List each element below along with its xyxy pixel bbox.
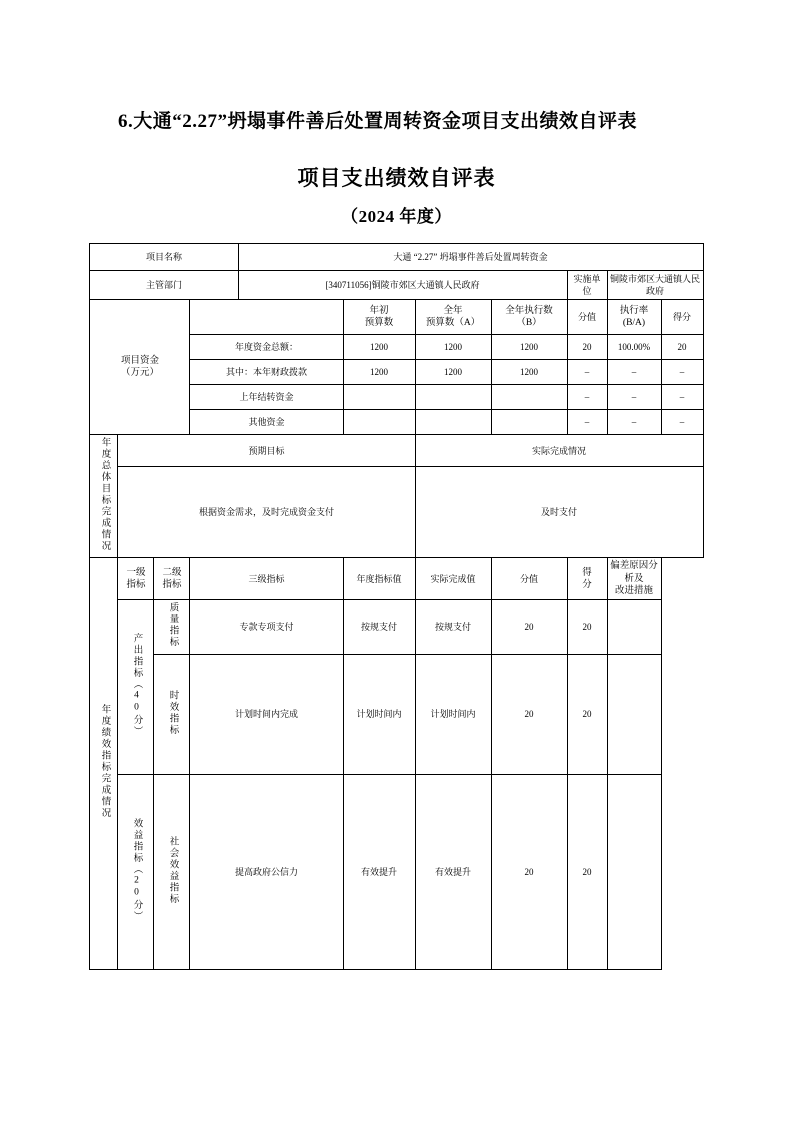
- fund-row-score-value: –: [567, 360, 607, 385]
- fund-row-score: –: [661, 385, 703, 410]
- level1-benefit-text: 效益指标（20分）: [131, 817, 142, 923]
- level1-benefit-indicator: [118, 774, 154, 969]
- indicator-side-text: 年度绩效指标完成情况: [99, 704, 110, 820]
- indicator-score-value: 20: [491, 654, 567, 774]
- level2-timeliness-text: 时效指标: [167, 689, 178, 736]
- fund-row-year-begin: 1200: [343, 360, 415, 385]
- indicator-score-value: 20: [491, 600, 567, 654]
- actual-value: 有效提升: [415, 774, 491, 969]
- table-row: [90, 774, 703, 969]
- col-year-total-line1: 全年: [443, 305, 463, 316]
- fund-row-score-value: –: [567, 410, 607, 435]
- performance-self-evaluation-table: [89, 243, 703, 970]
- year-target-value: 按规支付: [343, 600, 415, 654]
- table-row: [90, 654, 703, 774]
- deviation-analysis: [607, 600, 661, 654]
- level3-indicator: 专款专项支付: [190, 600, 343, 654]
- col-year-total-header: [415, 300, 491, 335]
- fund-row-year-total: 1200: [415, 335, 491, 360]
- actual-result-header: 实际完成情况: [415, 435, 703, 467]
- table-row: [90, 244, 703, 271]
- fund-row-year-exec: [491, 385, 567, 410]
- table-row: [90, 300, 703, 335]
- col-exec-rate-line2: (B/A): [622, 318, 646, 329]
- col-level1-line2: 指标: [126, 579, 146, 590]
- col-deviation-line1: 偏差原因分析及: [610, 561, 658, 584]
- fund-row-score: –: [661, 360, 703, 385]
- department-label: 主管部门: [90, 271, 238, 300]
- funds-unit-text: （万元）: [120, 368, 159, 379]
- department-value: [340711056]铜陵市郊区大通镇人民政府: [238, 271, 567, 300]
- page-subtitle: （2024 年度）: [341, 207, 452, 226]
- indicator-score-value: 20: [491, 774, 567, 969]
- level2-quality-text: 质量指标: [167, 602, 178, 649]
- page-title: 项目支出绩效自评表: [297, 166, 496, 190]
- table-row: [90, 558, 703, 600]
- col-year-total-line2: 预算数（A）: [425, 318, 481, 329]
- indicator-score: 20: [567, 600, 607, 654]
- col-deviation-line2: 改进措施: [614, 586, 653, 597]
- col-score-header: 得分: [661, 300, 703, 335]
- fund-row-label: 上年结转资金: [190, 385, 343, 410]
- fund-row-year-begin: 1200: [343, 335, 415, 360]
- col-level3-header: 三级指标: [190, 558, 343, 600]
- project-name-value: 大通 “2.27” 坍塌事件善后处置周转资金: [238, 244, 703, 271]
- annual-goal-side-text: 年度总体目标完成情况: [99, 437, 110, 553]
- col-year-target-header: 年度指标值: [343, 558, 415, 600]
- level2-indicator: [154, 654, 190, 774]
- fund-row-year-begin: [343, 385, 415, 410]
- col-level2-header: [154, 558, 190, 600]
- level2-indicator: [154, 774, 190, 969]
- col-actual-header: 实际完成值: [415, 558, 491, 600]
- col-year-begin-header: [343, 300, 415, 335]
- table-row: [90, 271, 703, 300]
- deviation-analysis: [607, 774, 661, 969]
- col-deviation-header: [607, 558, 661, 600]
- fund-row-score: 20: [661, 335, 703, 360]
- table-row: [90, 600, 703, 654]
- level2-indicator: [154, 600, 190, 654]
- level3-indicator: 计划时间内完成: [190, 654, 343, 774]
- level1-output-indicator: [118, 600, 154, 774]
- fund-row-year-begin: [343, 410, 415, 435]
- fund-row-exec-rate: –: [607, 360, 661, 385]
- fund-row-score: –: [661, 410, 703, 435]
- unit-value: 铜陵市郊区大通镇人民政府: [607, 271, 703, 300]
- actual-result-value: 及时支付: [415, 467, 703, 558]
- col-score-value-header: 分值: [567, 300, 607, 335]
- col-exec-rate-header: [607, 300, 661, 335]
- fund-row-exec-rate: –: [607, 385, 661, 410]
- unit-label: 实施单位: [567, 271, 607, 300]
- col-level2-line1: 二级: [162, 567, 182, 578]
- deviation-analysis: [607, 654, 661, 774]
- col-year-exec-header: [491, 300, 567, 335]
- fund-row-year-exec: 1200: [491, 335, 567, 360]
- fund-row-year-total: [415, 410, 491, 435]
- col-indicator-score-line2: 分: [582, 579, 592, 590]
- indicator-side-label: [90, 558, 118, 969]
- table-row: [90, 467, 703, 558]
- level3-indicator: 提高政府公信力: [190, 774, 343, 969]
- fund-row-year-total: [415, 385, 491, 410]
- fund-row-label: 其他资金: [190, 410, 343, 435]
- funds-label-text: 项目资金: [120, 355, 159, 366]
- actual-value: 按规支付: [415, 600, 491, 654]
- col-indicator-score-value-header: 分值: [491, 558, 567, 600]
- funds-row-label-header: [190, 300, 343, 335]
- actual-value: 计划时间内: [415, 654, 491, 774]
- fund-row-score-value: –: [567, 385, 607, 410]
- col-year-begin-line1: 年初: [369, 305, 389, 316]
- fund-row-exec-rate: 100.00%: [607, 335, 661, 360]
- fund-row-label: 其中：本年财政拨款: [190, 360, 343, 385]
- expected-goal-header: 预期目标: [118, 435, 415, 467]
- fund-row-year-exec: [491, 410, 567, 435]
- project-name-label: 项目名称: [90, 244, 238, 271]
- year-target-value: 计划时间内: [343, 654, 415, 774]
- table-row: [90, 435, 703, 467]
- fund-row-year-total: 1200: [415, 360, 491, 385]
- fund-row-label: 年度资金总额：: [190, 335, 343, 360]
- col-exec-rate-line1: 执行率: [619, 305, 649, 316]
- col-indicator-score-header: [567, 558, 607, 600]
- col-level1-header: [118, 558, 154, 600]
- col-level2-line2: 指标: [162, 579, 182, 590]
- year-target-value: 有效提升: [343, 774, 415, 969]
- col-indicator-score-line1: 得: [582, 567, 592, 578]
- col-level1-line1: 一级: [126, 567, 146, 578]
- fund-row-year-exec: 1200: [491, 360, 567, 385]
- col-year-exec-line2: （B）: [516, 318, 542, 329]
- fund-row-exec-rate: –: [607, 410, 661, 435]
- level2-social-benefit-text: 社会效益指标: [167, 835, 178, 905]
- col-year-begin-line2: 预算数: [364, 318, 394, 329]
- level1-output-text: 产出指标（40分）: [131, 633, 142, 738]
- funds-label: [90, 300, 190, 435]
- expected-goal-value: 根据资金需求，及时完成资金支付: [118, 467, 415, 558]
- indicator-score: 20: [567, 774, 607, 969]
- fund-row-score-value: 20: [567, 335, 607, 360]
- col-year-exec-line1: 全年执行数: [505, 305, 553, 316]
- document-heading: 6.大通“2.27”坍塌事件善后处置周转资金项目支出绩效自评表: [118, 111, 638, 132]
- indicator-score: 20: [567, 654, 607, 774]
- annual-goal-side-label: [90, 435, 118, 558]
